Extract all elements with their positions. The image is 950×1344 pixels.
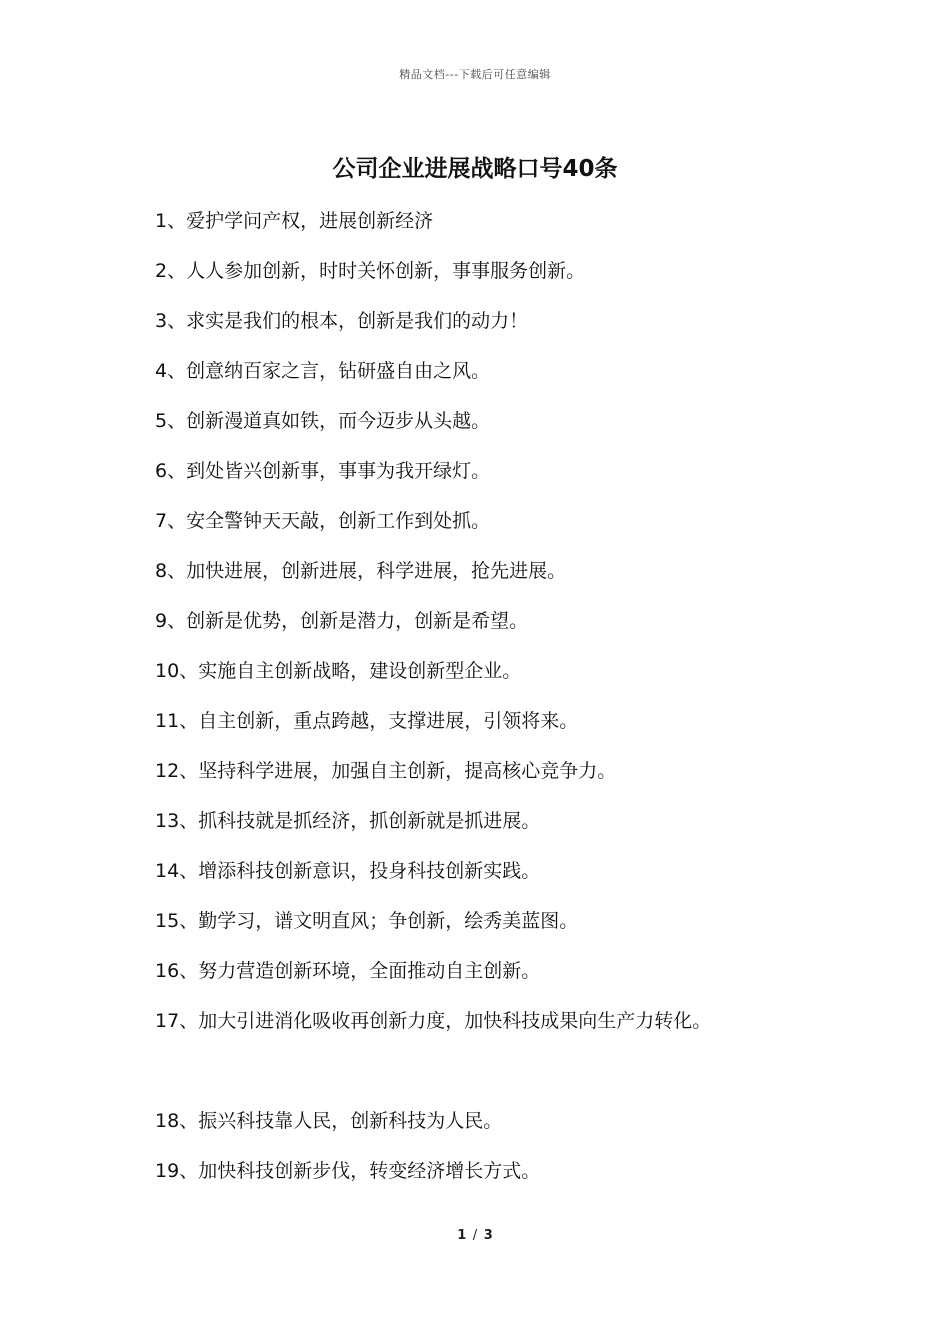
list-item [155, 1155, 915, 1205]
page-total: 3 [483, 1228, 493, 1243]
list-item [155, 355, 915, 405]
slogan-list [155, 205, 915, 1205]
list-item [155, 955, 915, 1005]
list-item [155, 805, 915, 855]
list-item-text: 、坚持科学进展，加强自主创新，提高核心竞争力。 [179, 760, 617, 782]
list-item-text: 、加大引进消化吸收再创新力度，加快科技成果向生产力转化。 [179, 1010, 712, 1032]
list-item-text: 、加快科技创新步伐，转变经济增长方式。 [179, 1160, 541, 1182]
slogan-list-part2 [155, 1105, 915, 1205]
list-item-number: 19 [155, 1160, 180, 1182]
list-item-number: 16 [155, 960, 180, 982]
list-item-text: 、爱护学问产权，进展创新经济 [167, 210, 434, 232]
list-item-text: 、到处皆兴创新事，事事为我开绿灯。 [167, 460, 491, 482]
list-item [155, 855, 915, 905]
list-item-text: 、增添科技创新意识，投身科技创新实践。 [179, 860, 541, 882]
list-item-number: 6 [155, 460, 168, 482]
list-item-number: 15 [155, 910, 180, 932]
list-item-text: 、努力营造创新环境，全面推动自主创新。 [179, 960, 541, 982]
paragraph-gap [155, 1055, 915, 1105]
list-item-number: 5 [155, 410, 168, 432]
page-separator: / [472, 1228, 478, 1243]
list-item-number: 8 [155, 560, 168, 582]
list-item-number: 13 [155, 810, 180, 832]
list-item [155, 205, 915, 255]
list-item-number: 12 [155, 760, 180, 782]
list-item-text: 、抓科技就是抓经济，抓创新就是抓进展。 [179, 810, 541, 832]
list-item-number: 4 [155, 360, 168, 382]
list-item [155, 755, 915, 805]
list-item [155, 705, 915, 755]
page-number [0, 1228, 950, 1243]
list-item [155, 655, 915, 705]
list-item-text: 、加快进展，创新进展，科学进展，抢先进展。 [167, 560, 567, 582]
list-item-number: 2 [155, 260, 168, 282]
list-item-number: 3 [155, 310, 168, 332]
document-title: 公司企业进展战略口号40条 [332, 156, 618, 182]
list-item [155, 905, 915, 955]
list-item-text: 、安全警钟天天敲，创新工作到处抓。 [167, 510, 491, 532]
list-item-text: 、实施自主创新战略，建设创新型企业。 [179, 660, 522, 682]
list-item-number: 9 [155, 610, 168, 632]
list-item [155, 555, 915, 605]
list-item-text: 、求实是我们的根本，创新是我们的动力！ [167, 310, 529, 332]
page-header: 精品文档---下载后可任意编辑 [399, 68, 551, 81]
list-item-text: 、自主创新，重点跨越，支撑进展，引领将来。 [179, 710, 579, 732]
list-item-number: 18 [155, 1110, 180, 1132]
list-item-number: 14 [155, 860, 180, 882]
list-item-text: 、人人参加创新，时时关怀创新，事事服务创新。 [167, 260, 586, 282]
list-item [155, 605, 915, 655]
list-item [155, 405, 915, 455]
list-item [155, 1005, 915, 1055]
list-item-text: 、振兴科技靠人民，创新科技为人民。 [179, 1110, 503, 1132]
list-item [155, 455, 915, 505]
list-item [155, 1105, 915, 1155]
list-item-text: 、创新是优势，创新是潜力，创新是希望。 [167, 610, 529, 632]
list-item-number: 11 [155, 710, 180, 732]
list-item-text: 、创新漫道真如铁，而今迈步从头越。 [167, 410, 491, 432]
page-current: 1 [457, 1228, 467, 1243]
list-item-text: 、勤学习，谱文明直风；争创新，绘秀美蓝图。 [179, 910, 579, 932]
list-item-text: 、创意纳百家之言，钻研盛自由之风。 [167, 360, 491, 382]
list-item-number: 7 [155, 510, 168, 532]
list-item [155, 505, 915, 555]
list-item-number: 17 [155, 1010, 180, 1032]
list-item [155, 255, 915, 305]
list-item-number: 10 [155, 660, 180, 682]
list-item-number: 1 [155, 210, 168, 232]
list-item [155, 305, 915, 355]
slogan-list-part1 [155, 205, 915, 1055]
